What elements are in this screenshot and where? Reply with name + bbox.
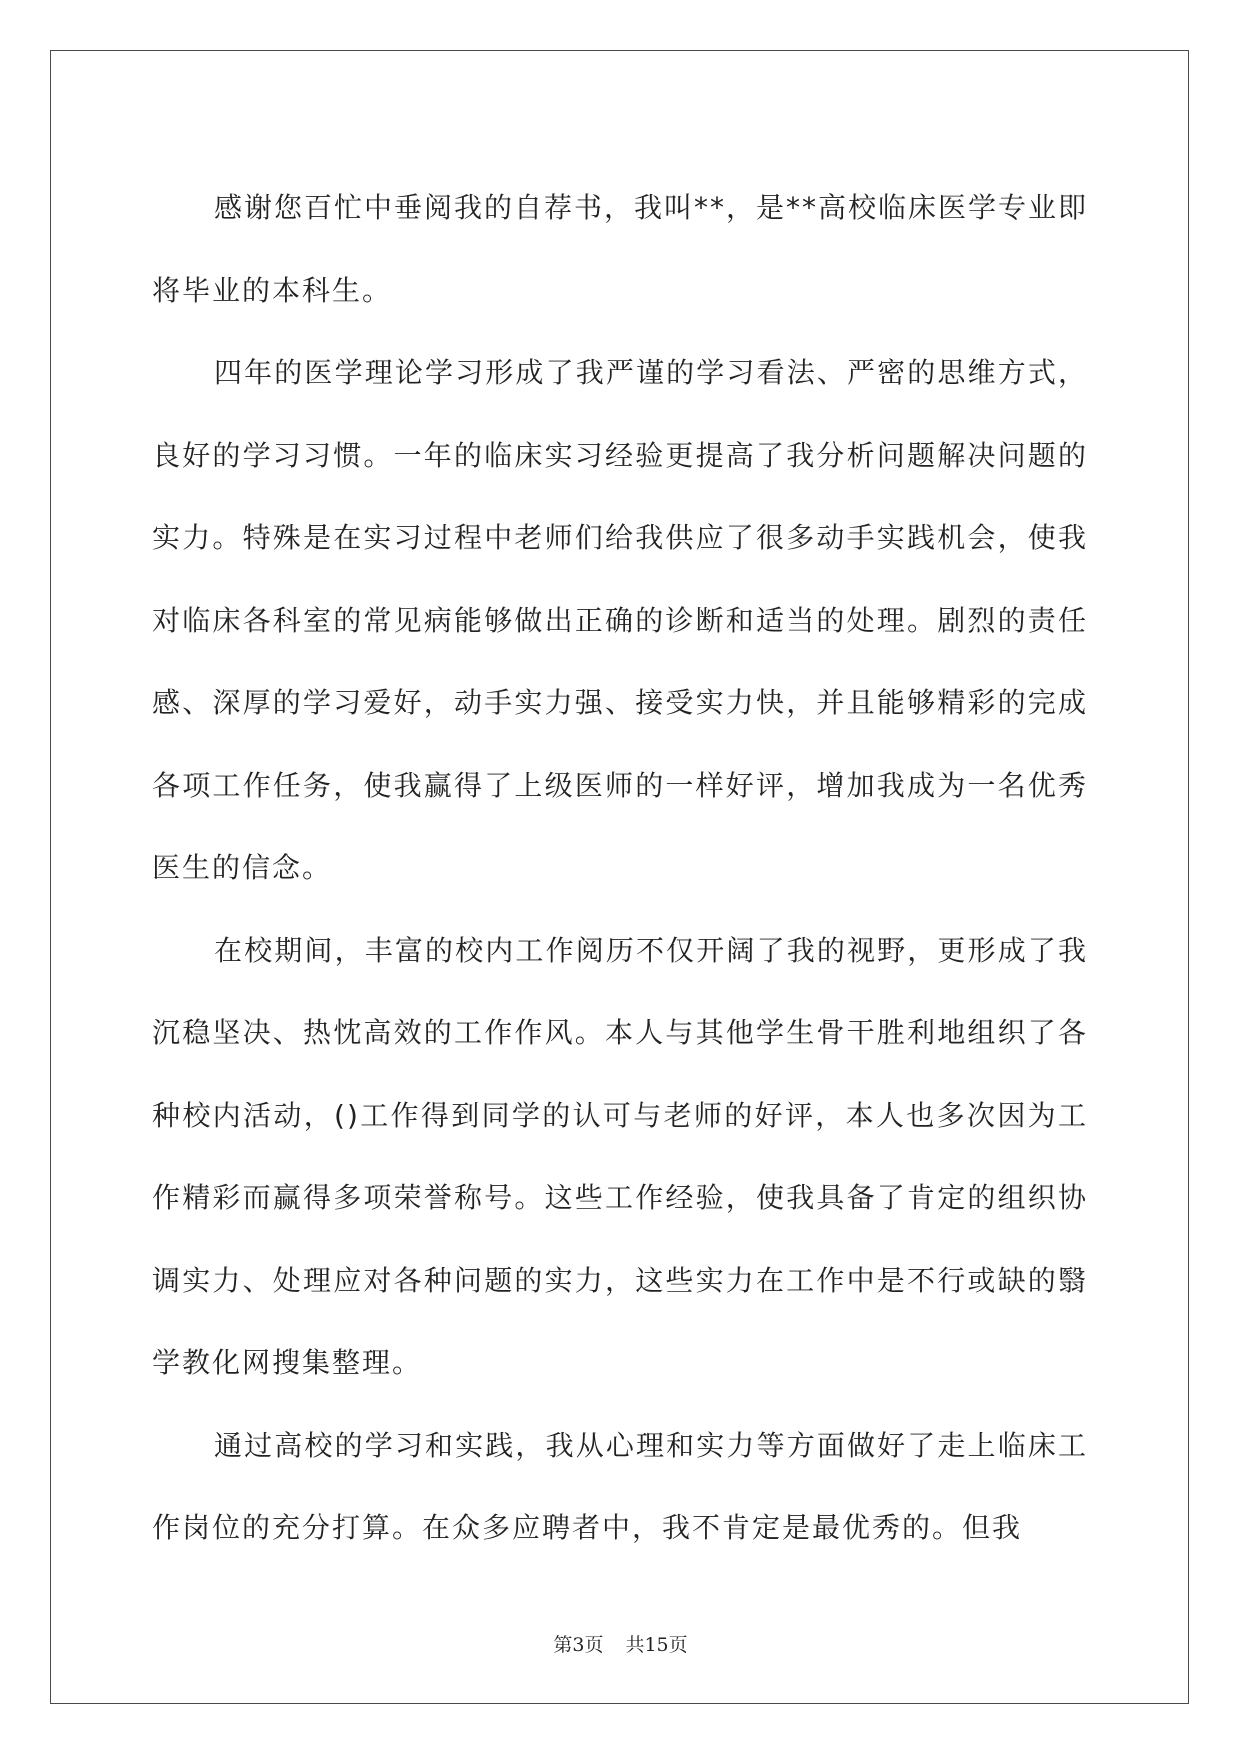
page-total: 共15页 bbox=[625, 1634, 688, 1656]
paragraph-study: 四年的医学理论学习形成了我严谨的学习看法、严密的思维方式，良好的学习习惯。一年的临床实习经验更提高了我分析问题解决问题的实力。特殊是在实习过程中老师们给我供应了很多动手实践机会，使我对临床各科室的常见病能够做出正确的诊断和适当的处理。剧烈的责任感、深厚的学习爱好，动手实力强、接受实力快，并且能够精彩的完成各项工作任务，使我赢得了上级医师的一样好评，增加我成为一名优秀医生的信念。 bbox=[152, 356, 1088, 884]
page-footer bbox=[0, 1630, 1241, 1657]
page-number: 第3页 bbox=[553, 1634, 604, 1656]
paragraph-campus-work: 在校期间，丰富的校内工作阅历不仅开阔了我的视野，更形成了我沉稳坚决、热忱高效的工作作风。本人与其他学生骨干胜利地组织了各种校内活动，()工作得到同学的认可与老师的好评，本人也多次因为工作精彩而赢得多项荣誉称号。这些工作经验，使我具备了肯定的组织协调实力、处理应对各种问题的实力，这些实力在工作中是不行或缺的翳学教化网搜集整理。 bbox=[152, 933, 1088, 1379]
paragraph-intro: 感谢您百忙中垂阅我的自荐书，我叫**，是**高校临床医学专业即将毕业的本科生。 bbox=[152, 191, 1089, 307]
paragraph-preparation: 通过高校的学习和实践，我从心理和实力等方面做好了走上临床工作岗位的充分打算。在众多应聘者中，我不肯定是最优秀的。但我 bbox=[152, 1428, 1088, 1544]
document-body bbox=[152, 167, 1088, 1570]
